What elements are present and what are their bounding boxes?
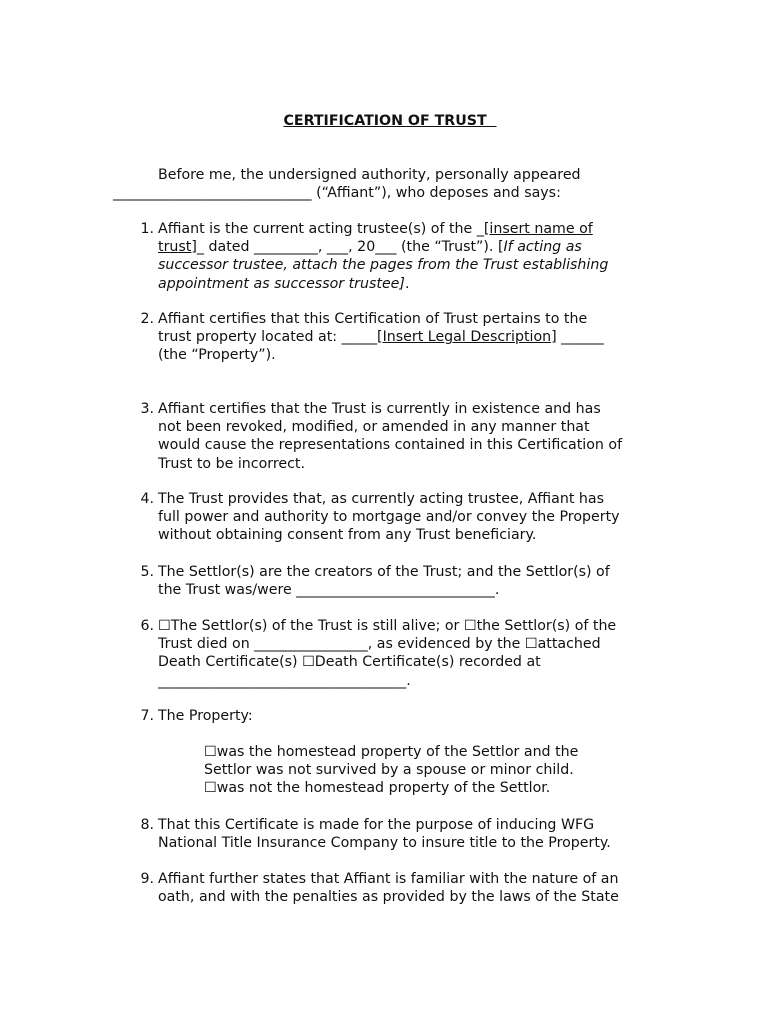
item-line: would cause the representations contained in this Certification of: [158, 437, 623, 454]
item-line: Trust died on ________________, as evidenced by the ☐attached: [158, 636, 601, 653]
item-number: 4.: [140, 491, 154, 507]
item-line: Affiant further states that Affiant is familiar with the nature of an: [158, 871, 619, 887]
document-title: CERTIFICATION OF TRUST: [283, 113, 497, 129]
intro-line-1: Before me, the undersigned authority, personally appeared: [158, 167, 581, 183]
item-2-line-1: Affiant certifies that this Certification of Trust pertains to the: [158, 311, 588, 327]
item-line: Death Certificate(s) ☐Death Certificate(s) recorded at: [158, 654, 541, 671]
item-number: 1.: [140, 221, 154, 237]
item-line: the Trust was/were ____________________________.: [158, 582, 500, 599]
item-1-line-4: appointment as successor trustee].: [158, 275, 410, 292]
item-text: [158, 220, 678, 293]
item-text: [158, 707, 678, 725]
item-number: 3.: [140, 401, 154, 417]
trust-name-placeholder: [insert name of: [483, 221, 593, 237]
item-text: [158, 816, 678, 852]
homestead-options: [204, 743, 644, 798]
item-line: The Settlor(s) are the creators of the Trust; and the Settlor(s) of: [158, 564, 610, 580]
intro-line-2: [113, 184, 561, 202]
item-line: That this Certificate is made for the purpose of inducing WFG: [158, 817, 595, 833]
item-line: full power and authority to mortgage and/or convey the Property: [158, 509, 620, 526]
item-line: National Title Insurance Company to insure title to the Property.: [158, 835, 611, 852]
item-line: ☐The Settlor(s) of the Trust is still alive; or ☐the Settlor(s) of the: [158, 618, 617, 634]
item-text: [158, 310, 678, 365]
item-number: 6.: [140, 618, 154, 634]
item-text: [158, 400, 678, 473]
affiant-name-blank: ____________________________: [113, 185, 312, 201]
item-text: [158, 563, 678, 599]
item-line: The Trust provides that, as currently acting trustee, Affiant has: [158, 491, 604, 507]
item-line: Trust to be incorrect.: [158, 455, 305, 472]
item-number: 2.: [140, 311, 154, 327]
item-number: 8.: [140, 817, 154, 833]
item-line: The Property:: [158, 708, 253, 724]
item-2-line-3: (the “Property”).: [158, 347, 276, 364]
item-1-line-1: Affiant is the current acting trustee(s) of the _[insert name of: [158, 221, 593, 237]
item-number: 9.: [140, 871, 154, 887]
item-line: not been revoked, modified, or amended in any manner that: [158, 419, 590, 436]
homestead-option-line: ☐was not the homestead property of the Settlor.: [204, 780, 551, 797]
item-number: 5.: [140, 564, 154, 580]
item-2-line-2: trust property located at: _____[Insert Legal Description] ______: [158, 329, 604, 346]
homestead-option-line: ☐was the homestead property of the Settlor and the: [204, 744, 579, 760]
item-text: [158, 490, 678, 545]
legal-description-placeholder: [Insert Legal Description]: [377, 329, 557, 346]
intro-line-2-text: (“Affiant”), who deposes and says:: [311, 185, 561, 201]
item-1-line-2: trust]_ dated _________, ___, 20___ (the “Trust”). [If acting as: [158, 239, 582, 256]
item-text: [158, 617, 678, 690]
homestead-option-line: Settlor was not survived by a spouse or minor child.: [204, 762, 574, 779]
item-line: oath, and with the penalties as provided by the laws of the State: [158, 889, 619, 906]
item-number: 7.: [140, 708, 154, 724]
item-line: without obtaining consent from any Trust beneficiary.: [158, 527, 537, 544]
item-1-line-3: successor trustee, attach the pages from the Trust establishing: [158, 257, 609, 274]
item-line: Affiant certifies that the Trust is currently in existence and has: [158, 401, 601, 417]
item-text: [158, 870, 678, 906]
item-line: ___________________________________.: [158, 672, 411, 689]
